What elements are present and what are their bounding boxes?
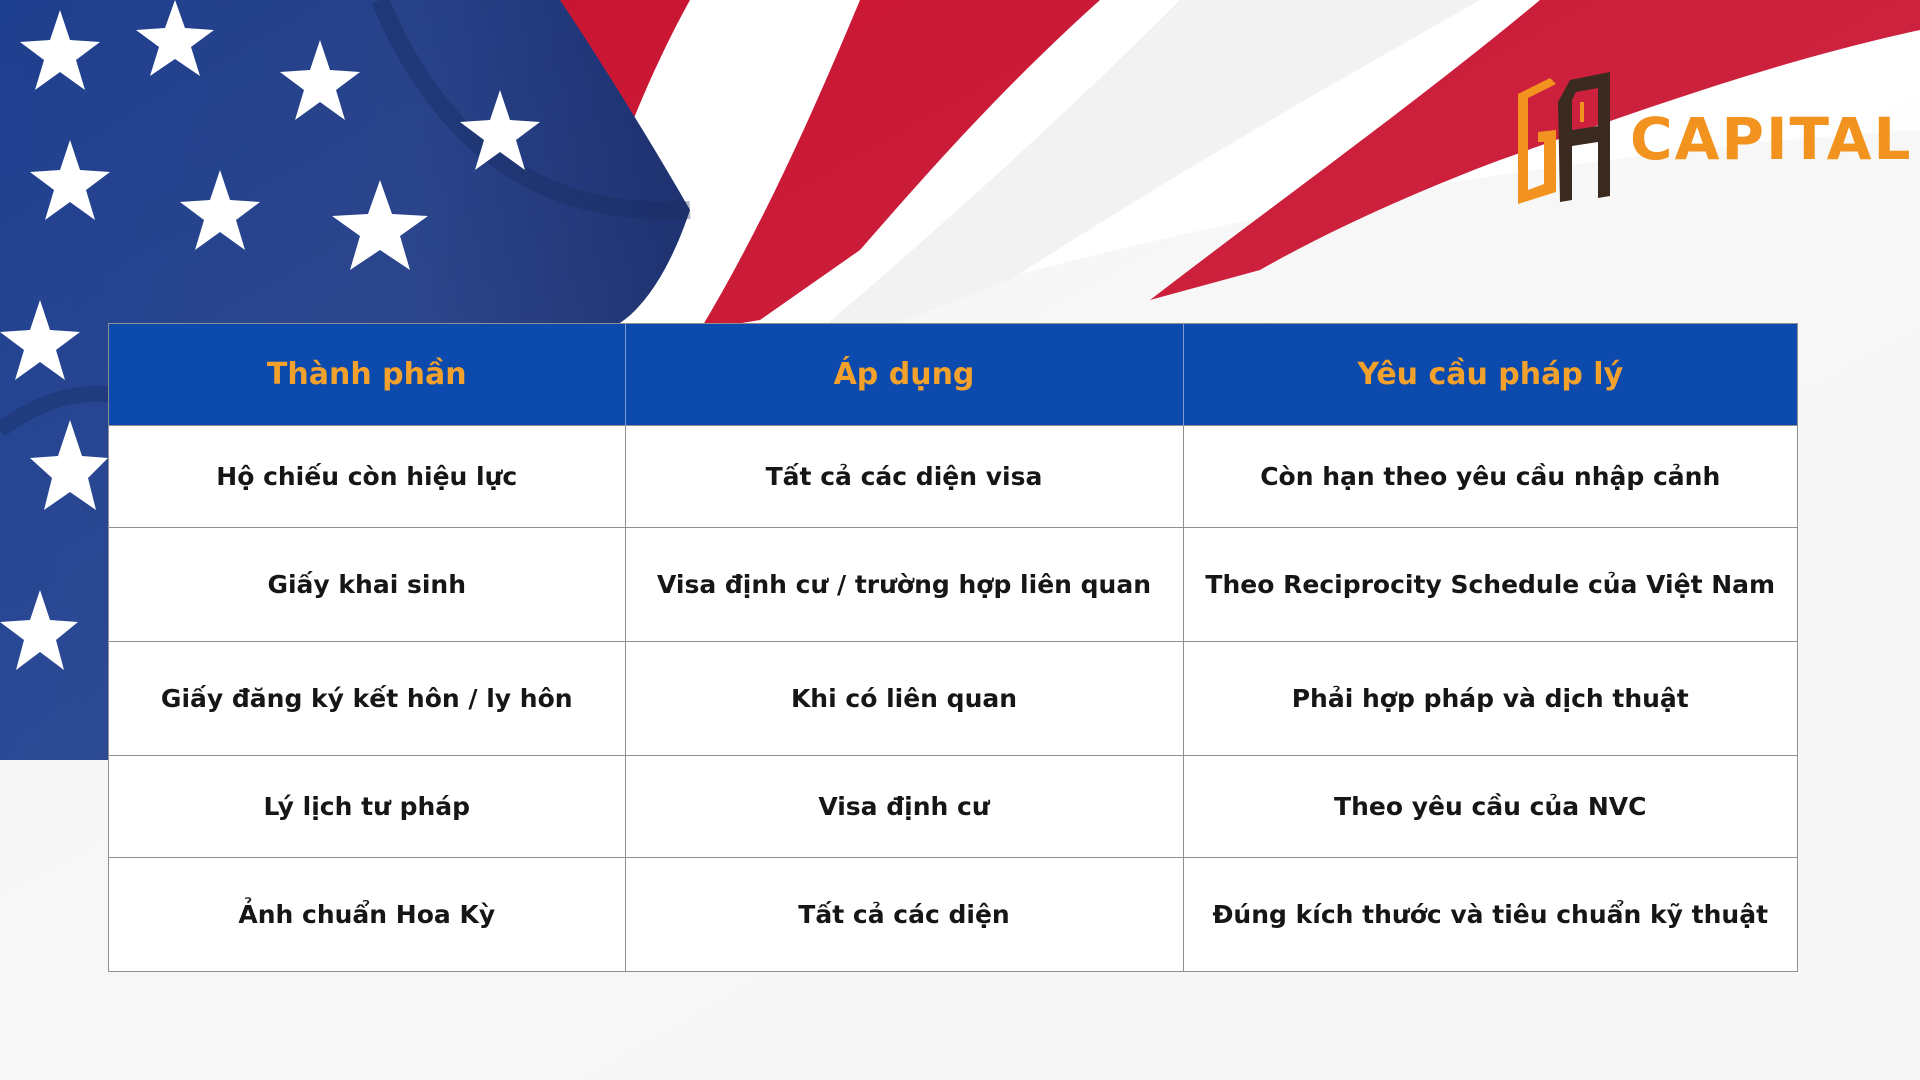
logo-text: CAPITAL (1630, 105, 1913, 173)
table-cell: Theo Reciprocity Schedule của Việt Nam (1183, 528, 1797, 642)
table-cell: Còn hạn theo yêu cầu nhập cảnh (1183, 426, 1797, 528)
table-cell: Phải hợp pháp và dịch thuật (1183, 642, 1797, 756)
table-header-row (109, 324, 1797, 426)
header-thanh-phan: Thành phần (109, 324, 625, 426)
table-cell: Visa định cư (625, 756, 1183, 858)
table-cell: Đúng kích thước và tiêu chuẩn kỹ thuật (1183, 858, 1797, 972)
table-cell: Lý lịch tư pháp (109, 756, 625, 858)
table-row (109, 642, 1797, 756)
table-cell: Theo yêu cầu của NVC (1183, 756, 1797, 858)
table-cell: Visa định cư / trường hợp liên quan (625, 528, 1183, 642)
table-row (109, 858, 1797, 972)
table-row (109, 528, 1797, 642)
table-cell: Hộ chiếu còn hiệu lực (109, 426, 625, 528)
table-cell: Khi có liên quan (625, 642, 1183, 756)
table-row (109, 756, 1797, 858)
table-cell: Tất cả các diện visa (625, 426, 1183, 528)
table-cell: Giấy đăng ký kết hôn / ly hôn (109, 642, 625, 756)
legal-documents-table (108, 323, 1798, 972)
table-cell: Ảnh chuẩn Hoa Kỳ (109, 858, 625, 972)
header-ap-dung: Áp dụng (625, 324, 1183, 426)
header-yeu-cau-phap-ly: Yêu cầu pháp lý (1183, 324, 1797, 426)
table-row (109, 426, 1797, 528)
ga-capital-logo (1510, 72, 1912, 206)
table-cell: Giấy khai sinh (109, 528, 625, 642)
ga-logo-mark-icon (1510, 72, 1614, 206)
table-cell: Tất cả các diện (625, 858, 1183, 972)
